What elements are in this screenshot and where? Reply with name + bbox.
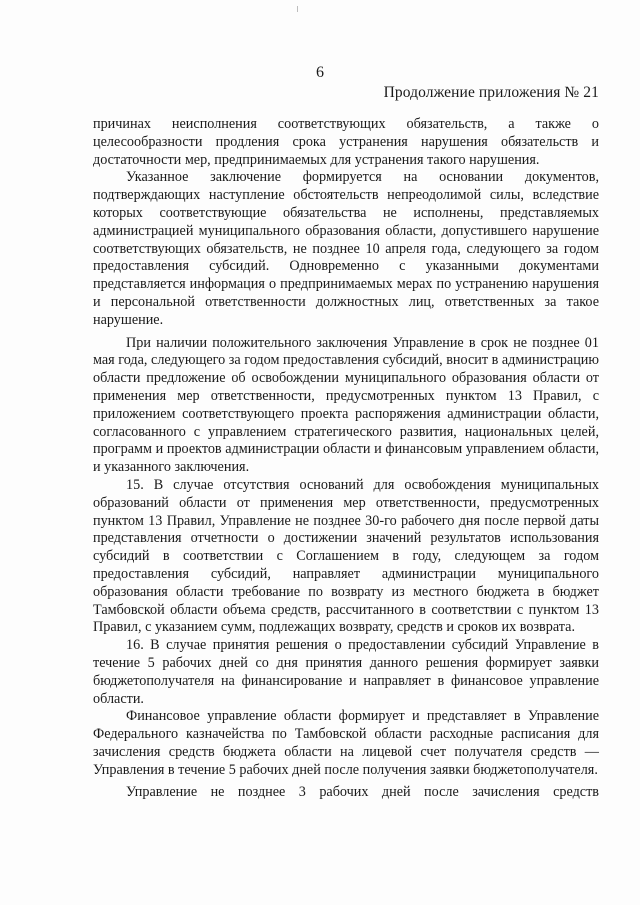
page-number: 6 bbox=[316, 64, 324, 81]
paragraph-5: 16. В случае принятия решения о предоставлении субсидий Управление в течение 5 рабочих дней со дня принятия данного решения формирует заявки бюджетополучателя на финансирование и направляет в финансовое управление области. bbox=[93, 637, 599, 707]
paragraph-7: Управление не позднее 3 рабочих дней после зачисления средств bbox=[126, 784, 599, 801]
paragraph-6: Финансовое управление области формирует и представляет в Управление Федерального казначейства по Тамбовской области расходные расписания для зачисления средств бюджета области на лицевой счет получателя средств — Управления в течение 5 рабочих дней после получения заявки бюджетополучателя. bbox=[93, 708, 599, 778]
paragraph-2: Указанное заключение формируется на основании документов, подтверждающих наступление обстоятельств непреодолимой силы, вследствие которых соответствующие обязательства не исполнены, представляемых администрацией муниципального образования области, допустившего нарушение соответствующих обязательств, не позднее 10 апреля года, следующего за годом предоставления субсидий. Одновременно с указанными документами представляется информация о предпринимаемых мерах по устранению нарушения и персональной ответственности должностных лиц, ответственных за такое нарушение. bbox=[93, 169, 599, 328]
document-body bbox=[93, 116, 599, 802]
appendix-continuation-header: Продолжение приложения № 21 bbox=[383, 84, 599, 101]
paragraph-1: причинах неисполнения соответствующих обязательств, а также о целесообразности продления срока устранения нарушения обязательств и достаточности мер, предпринимаемых для устранения такого нарушения. bbox=[93, 116, 599, 168]
paragraph-4: 15. В случае отсутствия оснований для освобождения муниципальных образований области от применения мер ответственности, предусмотренных пунктом 13 Правил, Управление не позднее 30-го рабочего дня после первой даты представления отчетности о достижении значений результатов использования субсидий в соответствии с Соглашением в году, следующем за годом предоставления субсидий, направляет администрации муниципального образования области требование по возврату из местного бюджета в бюджет Тамбовской области объема средств, рассчитанного в соответствии с пунктом 13 Правил, с указанием сумм, подлежащих возврату, средств и сроков их возврата. bbox=[93, 476, 599, 636]
paragraph-3: При наличии положительного заключения Управление в срок не позднее 01 мая года, следующего за годом предоставления субсидий, вносит в администрацию области предложение об освобождении муниципального образования области от применения мер ответственности, предусмотренных пунктом 13 Правил, с приложением соответствующего проекта распоряжения администрации области, согласованного с управлением стратегического развития, национальных целей, программ и проектов администрации области и финансовым управлением области, и указанного заключения. bbox=[93, 334, 599, 476]
scan-mark bbox=[297, 6, 298, 12]
